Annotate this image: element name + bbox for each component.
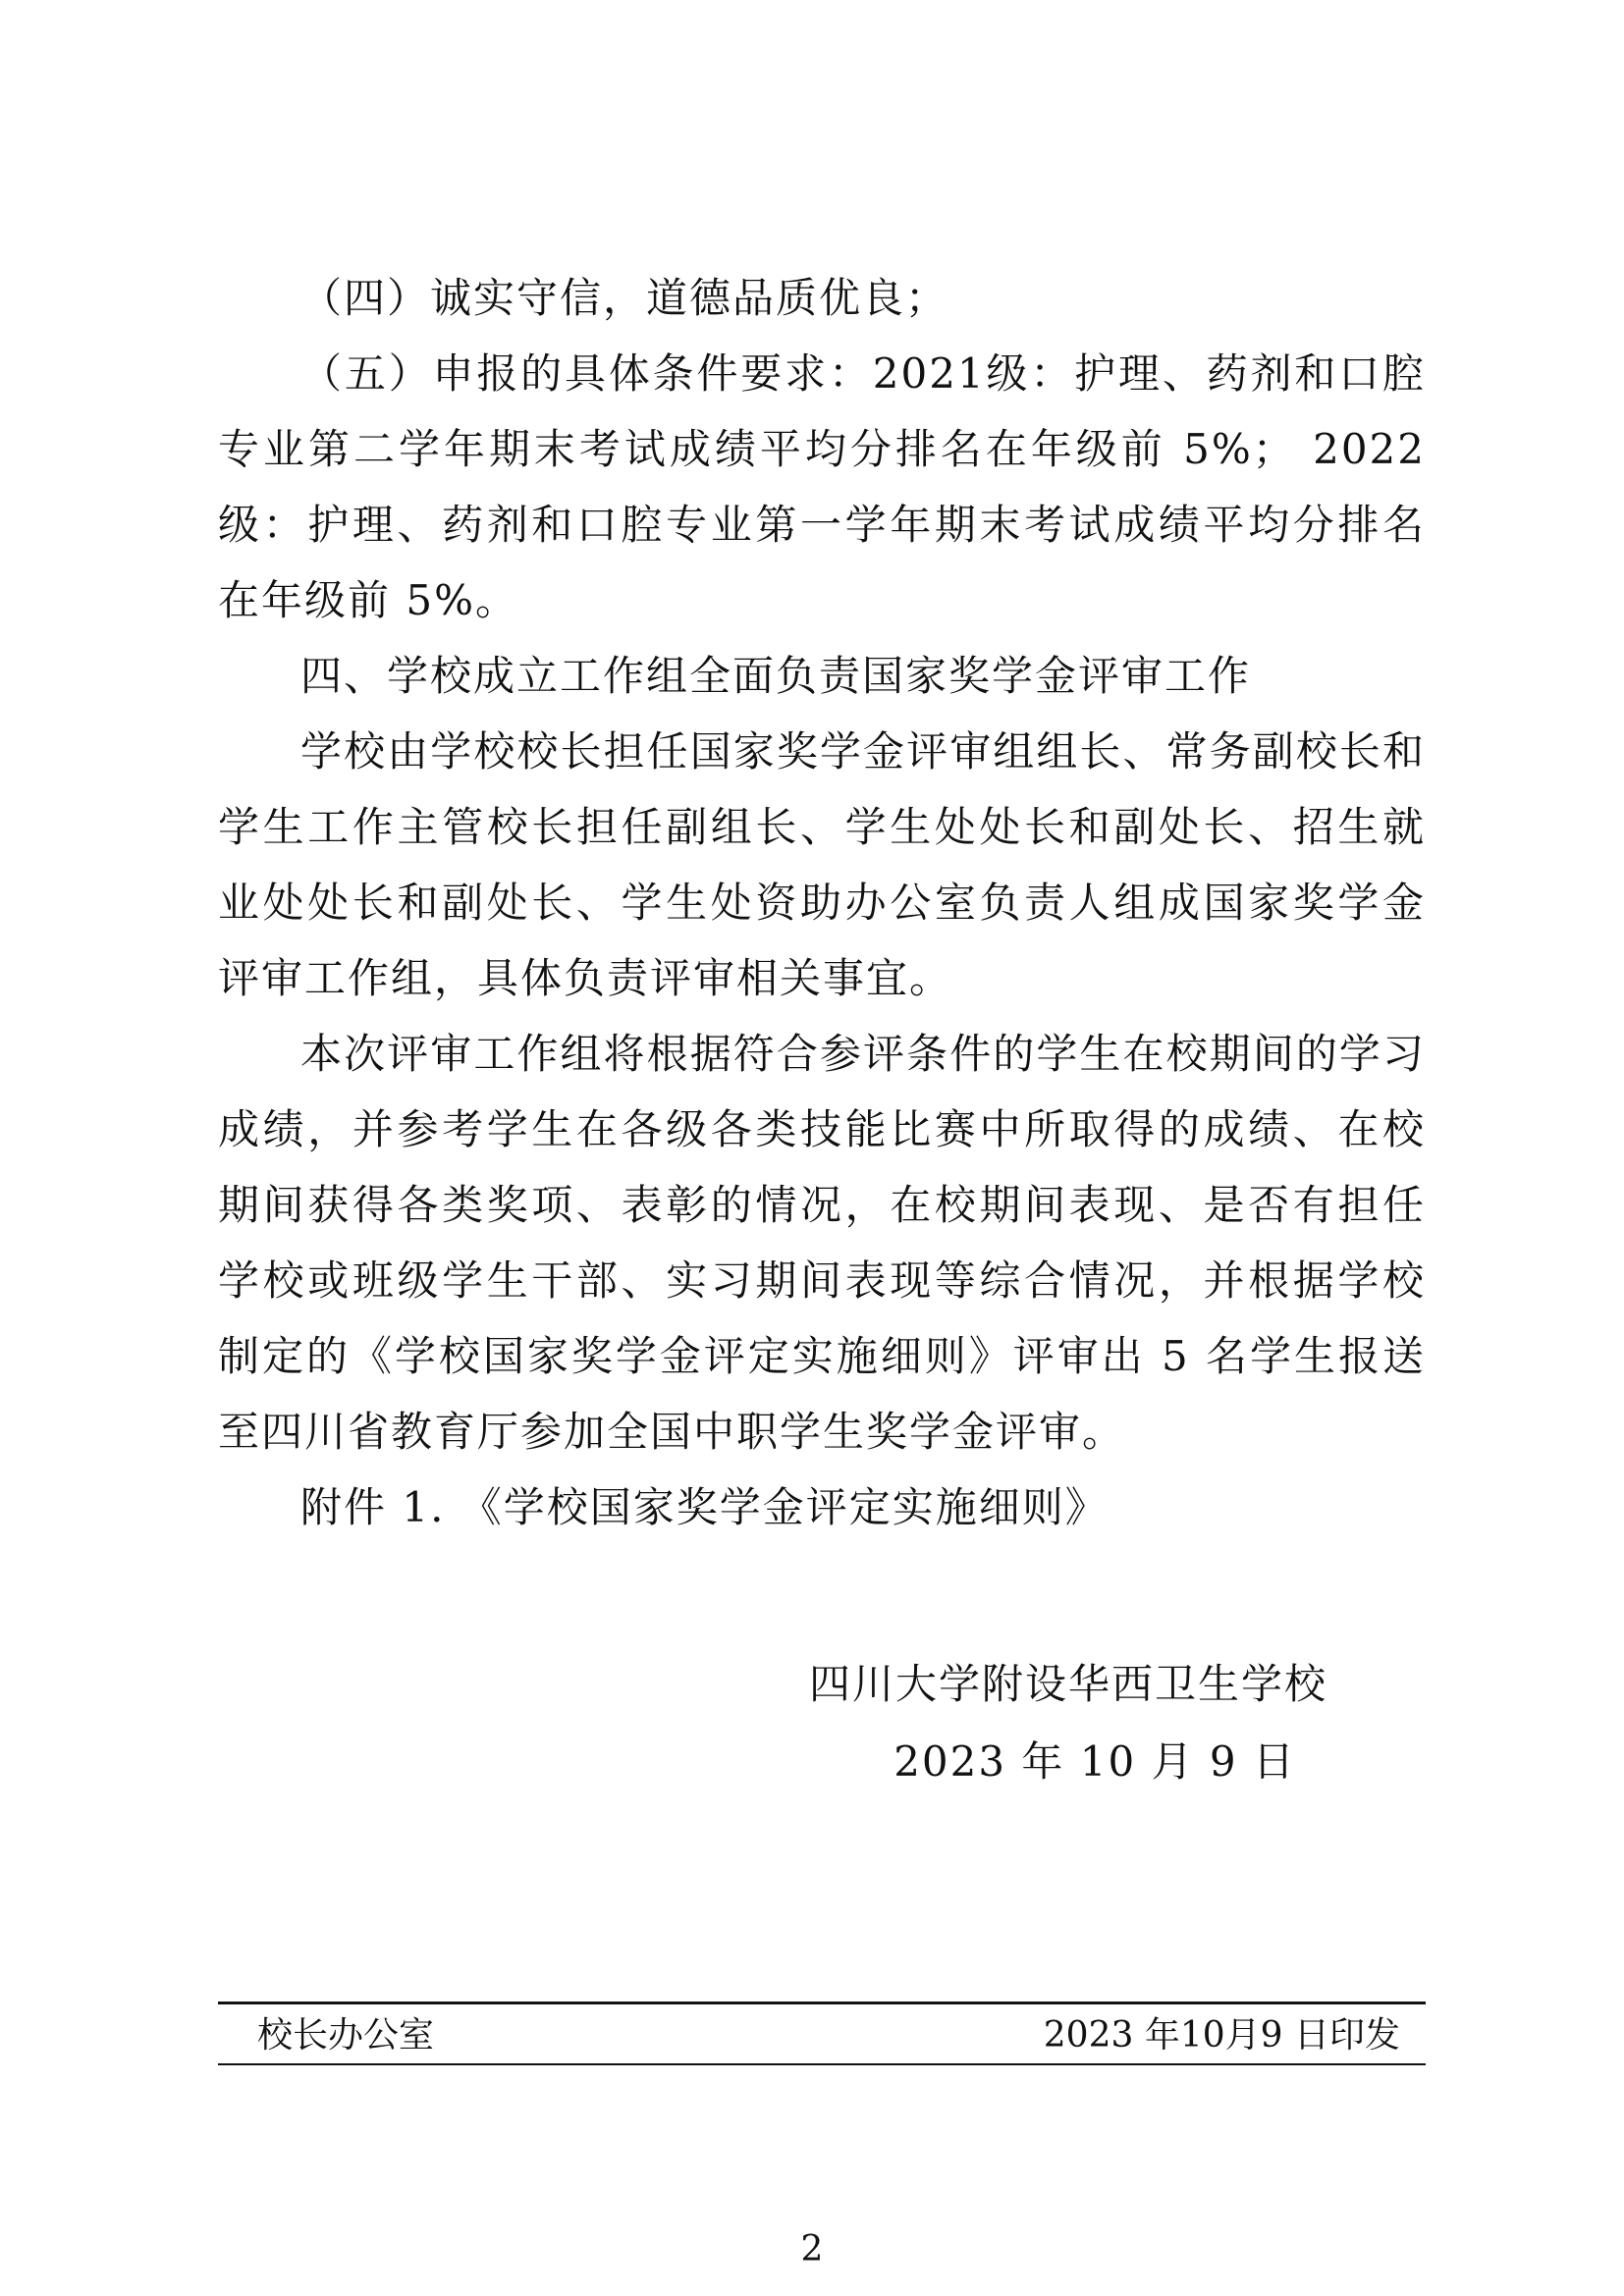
paragraph-integrity: （四）诚实守信，道德品质优良；	[300, 274, 949, 322]
footer-bottom-rule	[218, 2063, 1426, 2065]
footer-issuer: 校长办公室	[257, 2015, 435, 2056]
paragraph-group-composition: 学校由学校校长担任国家奖学金评审组组长、常务副校长和学生工作主管校长担任副组长、学生处处长和副处长、招生就业处处长和副处长、学生处资助办公室负责人组成国家奖学金评审工作组，具体负责评审相关事宜。	[218, 727, 1426, 1002]
footer-top-rule	[218, 2002, 1426, 2004]
paragraph-review-process: 本次评审工作组将根据符合参评条件的学生在校期间的学习成绩，并参考学生在各级各类技能比赛中所取得的成绩、在校期间获得各类奖项、表彰的情况，在校期间表现、是否有担任学校或班级学生干部、实习期间表现等综合情况，并根据学校制定的《学校国家奖学金评定实施细则》评审出 5 名学生报送至四川省教育厅参加全国中职学生奖学金评审。	[218, 1030, 1426, 1456]
section-heading-working-group: 四、学校成立工作组全面负责国家奖学金评审工作	[300, 652, 1252, 700]
signature-date: 2023 年 10 月 9 日	[893, 1737, 1296, 1786]
document-body	[218, 260, 1426, 1545]
page-number: 2	[800, 2229, 824, 2269]
footer-print-date: 2023 年10月9 日印发	[1043, 2015, 1400, 2056]
paragraph-specific-conditions: （五）申报的具体条件要求：2021级：护理、药剂和口腔专业第二学年期末考试成绩平均分排名在年级前 5%； 2022级：护理、药剂和口腔专业第一学年期末考试成绩平均分排名在年级前 5%。	[218, 349, 1426, 624]
paragraph-attachment: 附件 1. 《学校国家奖学金评定实施细则》	[300, 1483, 1109, 1531]
signature-organization: 四川大学附设华西卫生学校	[808, 1660, 1327, 1708]
